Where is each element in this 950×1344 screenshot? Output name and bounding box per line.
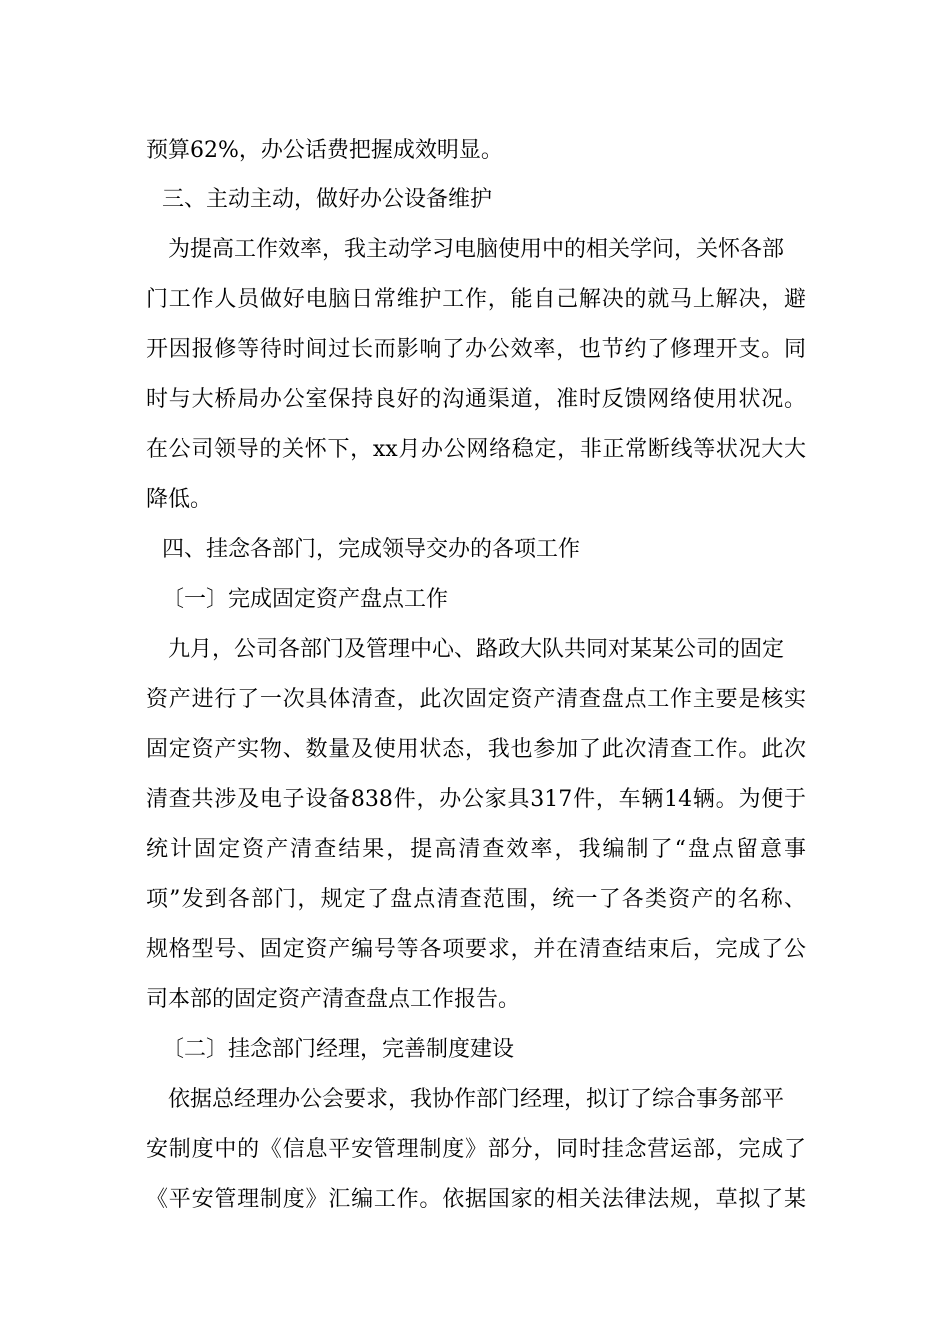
text-line: 司本部的固定资产清查盘点工作报告。 <box>146 987 521 1012</box>
text-line: 为提高工作效率，我主动学习电脑使用中的相关学问，关怀各部 <box>168 237 785 262</box>
text-line: 开因报修等待时间过长而影响了办公效率，也节约了修理开支。同 <box>146 337 806 362</box>
subsection-heading: 〔一〕完成固定资产盘点工作 <box>162 587 449 612</box>
subsection-heading: 〔二〕挂念部门经理，完善制度建设 <box>162 1037 515 1062</box>
text-line: 在公司领导的关怀下，xx月办公网络稳定，非正常断线等状况大大 <box>146 437 806 462</box>
text-line: 依据总经理办公会要求，我协作部门经理，拟订了综合事务部平 <box>168 1087 785 1112</box>
text-line: 九月，公司各部门及管理中心、路政大队共同对某某公司的固定 <box>168 637 785 662</box>
text-line: 项”发到各部门，规定了盘点清查范围，统一了各类资产的名称、 <box>146 887 806 912</box>
text-line: 降低。 <box>146 487 213 512</box>
text-line: 资产进行了一次具体清查，此次固定资产清查盘点工作主要是核实 <box>146 687 806 712</box>
text-line: 规格型号、固定资产编号等各项要求，并在清查结束后，完成了公 <box>146 937 806 962</box>
text-line: 安制度中的《信息平安管理制度》部分，同时挂念营运部，完成了 <box>146 1137 806 1162</box>
text-line: 预算62%，办公话费把握成效明显。 <box>146 138 503 163</box>
section-heading: 四、挂念各部门，完成领导交办的各项工作 <box>162 537 581 562</box>
text-line: 时与大桥局办公室保持良好的沟通渠道，准时反馈网络使用状况。 <box>146 387 806 412</box>
text-line: 清查共涉及电子设备838件，办公家具317件，车辆14辆。为便于 <box>146 787 806 812</box>
text-line: 《平安管理制度》汇编工作。依据国家的相关法律法规，草拟了某 <box>146 1187 806 1212</box>
text-line: 统计固定资产清查结果，提高清查效率，我编制了“盘点留意事 <box>146 837 806 862</box>
section-heading: 三、主动主动，做好办公设备维护 <box>162 187 493 212</box>
text-line: 门工作人员做好电脑日常维护工作，能自己解决的就马上解决，避 <box>146 287 806 312</box>
text-line: 固定资产实物、数量及使用状态，我也参加了此次清查工作。此次 <box>146 737 806 762</box>
